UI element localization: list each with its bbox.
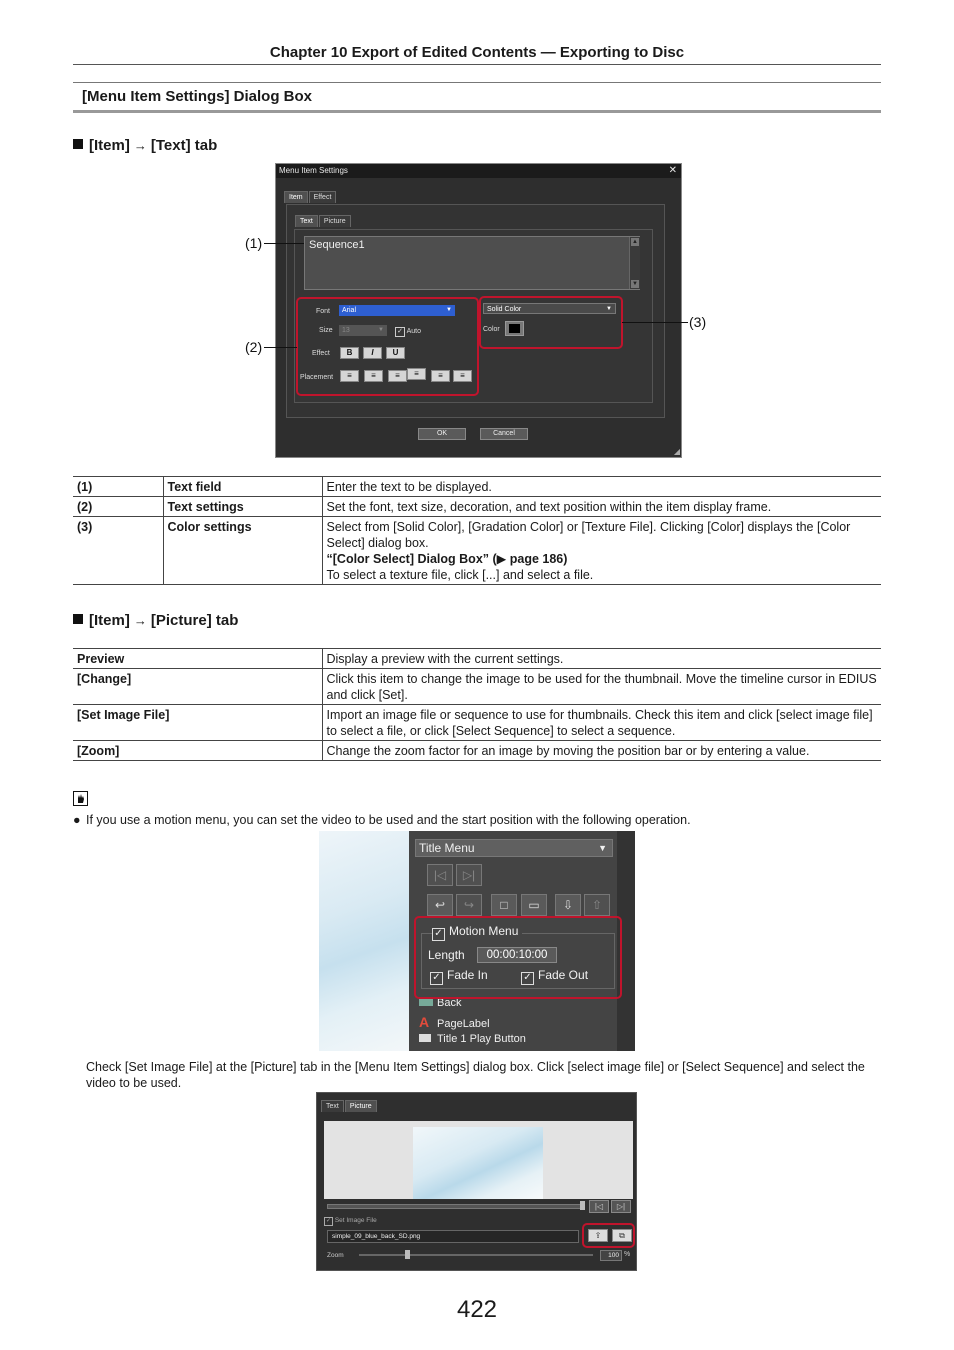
list-item[interactable]: Back [419, 997, 461, 1009]
text-scrollbar[interactable] [629, 237, 640, 289]
subtab-text[interactable]: Text [321, 1100, 344, 1112]
table-row: [Set Image File] Import an image file or sequence to use for thumbnails. Check this item and click [select image file] to select a file, or click [Select Sequence] to select a sequence. [73, 705, 881, 741]
align-top-icon[interactable]: ≡ [407, 368, 426, 380]
select-image-file-button[interactable]: ⇪ [588, 1229, 608, 1242]
subtab-text[interactable]: Text [295, 215, 318, 227]
callout-line-3 [622, 322, 688, 323]
thumbnail-image [413, 1127, 543, 1199]
scroll-up-icon[interactable]: ▲ [632, 239, 638, 245]
color-type-select[interactable]: Solid Color ▼ [483, 303, 616, 314]
chapter-header: Chapter 10 Export of Edited Contents — Exporting to Disc [269, 44, 685, 61]
size-select[interactable]: 13 ▼ [339, 325, 387, 336]
checkmark-icon: ✓ [395, 327, 405, 337]
picture-tab-table [73, 648, 881, 761]
position-slider[interactable] [327, 1204, 585, 1209]
checkmark-icon: ✓ [521, 972, 534, 985]
scroll-down-icon[interactable]: ▼ [632, 281, 638, 287]
highlight-color-settings [479, 296, 623, 349]
zoom-slider-thumb[interactable] [405, 1250, 410, 1259]
align-right-top-icon[interactable]: ≡ [388, 370, 407, 382]
undo-icon[interactable]: ↩ [427, 894, 453, 916]
highlight-motion-menu [414, 916, 622, 999]
bullet-icon: ● [73, 813, 81, 827]
highlight-text-settings [296, 297, 479, 396]
font-label: Font [316, 308, 331, 315]
callout-1: (1) [245, 235, 263, 251]
close-icon[interactable]: ✕ [668, 165, 677, 176]
highlight-file-buttons [582, 1223, 635, 1248]
callout-line-2 [264, 347, 297, 348]
motion-menu-checkbox[interactable]: ✓ Motion Menu [432, 924, 522, 941]
chevron-down-icon: ▼ [606, 306, 612, 312]
align-middle-icon[interactable]: ≡ [431, 370, 450, 382]
checkmark-icon: ✓ [430, 972, 443, 985]
table-row: Preview Display a preview with the current settings. [73, 649, 881, 669]
first-frame-icon[interactable]: |◁ [427, 864, 453, 886]
chevron-down-icon: ▼ [446, 307, 452, 313]
align-bottom-icon[interactable]: ≡ [453, 370, 472, 382]
last-frame-icon[interactable]: ▷| [456, 864, 482, 886]
last-frame-icon[interactable]: ▷| [611, 1200, 631, 1213]
table-row: (3) Color settings Select from [Solid Color], [Gradation Color] or [Texture File]. Clicking [Color] displays the [Color Select] dialog box. “[Color Select] Dialog Box” (▶ page 186) To select a texture file, click [...] and select a file. [73, 517, 881, 585]
dialog-title: Menu Item Settings [276, 164, 681, 178]
text-tab-table [73, 476, 881, 585]
italic-button[interactable]: I [363, 347, 382, 359]
note-bullet: ● If you use a motion menu, you can set the video to be used and the start position with the following operation. [73, 813, 691, 827]
align-left-top-icon[interactable]: ≡ [340, 370, 359, 382]
square-bullet-icon [73, 139, 83, 149]
slider-thumb[interactable] [580, 1201, 585, 1210]
fade-out-checkbox[interactable]: ✓ Fade Out [521, 968, 588, 985]
color-label: Color [483, 326, 500, 333]
size-label: Size [319, 327, 333, 334]
chevron-down-icon: ▼ [378, 327, 384, 333]
fade-in-checkbox[interactable]: ✓ Fade In [430, 968, 488, 985]
resize-grip-icon[interactable]: ◢ [673, 447, 680, 456]
select-sequence-button[interactable]: ⧉ [612, 1229, 632, 1242]
chevron-down-icon: ▼ [598, 843, 607, 853]
list-item[interactable]: Title 1 Play Button [419, 1033, 526, 1045]
text-field[interactable]: Sequence1 [304, 236, 640, 290]
auto-checkbox[interactable]: ✓ Auto [395, 327, 421, 337]
callout-2: (2) [245, 339, 263, 355]
section-title: [Menu Item Settings] Dialog Box [82, 88, 313, 105]
first-frame-icon[interactable]: |◁ [589, 1200, 609, 1213]
table-row: (2) Text settings Set the font, text size, decoration, and text position within the item display frame. [73, 497, 881, 517]
title-menu-select[interactable]: Title Menu ▼ [415, 839, 613, 857]
menu-preview-image [319, 831, 409, 1051]
set-image-file-checkbox[interactable]: ✓ Set Image File [325, 1217, 377, 1224]
checkmark-icon: ✓ [325, 1218, 332, 1224]
cancel-button[interactable]: Cancel [480, 428, 528, 440]
subtab-picture[interactable]: Picture [345, 1100, 377, 1112]
tab-effect[interactable]: Effect [309, 191, 337, 203]
table-row: [Zoom] Change the zoom factor for an image by moving the position bar or by entering a value. [73, 741, 881, 761]
zoom-unit: % [624, 1251, 631, 1258]
table-row: [Change] Click this item to change the image to be used for the thumbnail. Move the timeline cursor in EDIUS and click [Set]. [73, 669, 881, 705]
zoom-label: Zoom [327, 1252, 344, 1259]
subtab-picture[interactable]: Picture [319, 215, 351, 227]
bold-button[interactable]: B [340, 347, 359, 359]
list-item[interactable]: A PageLabel [419, 1014, 490, 1030]
text-item-icon: A [419, 1014, 430, 1030]
ok-button[interactable]: OK [418, 428, 466, 440]
note-text: Check [Set Image File] at the [Picture] tab in the [Menu Item Settings] dialog box. Click [select image file] or [Select Sequence] and select the video to be used. [86, 1060, 865, 1090]
note-icon [73, 791, 88, 806]
square-bullet-icon [73, 614, 83, 624]
text-tab-heading: [Item] → [Text] tab [73, 137, 217, 154]
section-bar [73, 82, 881, 113]
align-center-top-icon[interactable]: ≡ [364, 370, 383, 382]
picture-tab-heading: [Item] → [Picture] tab [73, 612, 238, 629]
tab-item[interactable]: Item [284, 191, 308, 203]
callout-3: (3) [689, 314, 707, 330]
font-select[interactable]: Arial ▼ [339, 305, 455, 316]
callout-line-1 [264, 243, 304, 244]
button-item-icon [419, 1034, 431, 1042]
page-reference-link[interactable]: “[Color Select] Dialog Box” (▶ page 186) [326, 552, 568, 566]
zoom-slider[interactable] [359, 1254, 593, 1256]
page-number: 422 [456, 1296, 498, 1323]
checkmark-icon: ✓ [432, 928, 445, 941]
image-file-field[interactable]: simple_09_blue_back_SD.png [327, 1230, 579, 1243]
effect-label: Effect [312, 350, 330, 357]
placement-label: Placement [300, 374, 334, 381]
table-row: (1) Text field Enter the text to be displayed. [73, 477, 881, 497]
import-icon[interactable]: ⇩ [555, 894, 581, 916]
zoom-value-field[interactable]: 100 [600, 1250, 622, 1261]
redo-icon[interactable]: ↪ [456, 894, 482, 916]
underline-button[interactable]: U [386, 347, 405, 359]
length-field[interactable]: 00:00:10:00 [477, 947, 557, 963]
monitor-icon[interactable]: ▭ [521, 894, 547, 916]
length-label: Length [428, 948, 465, 962]
header-rule [73, 64, 881, 65]
export-icon[interactable]: ⇧ [584, 894, 610, 916]
square-icon[interactable]: □ [491, 894, 517, 916]
